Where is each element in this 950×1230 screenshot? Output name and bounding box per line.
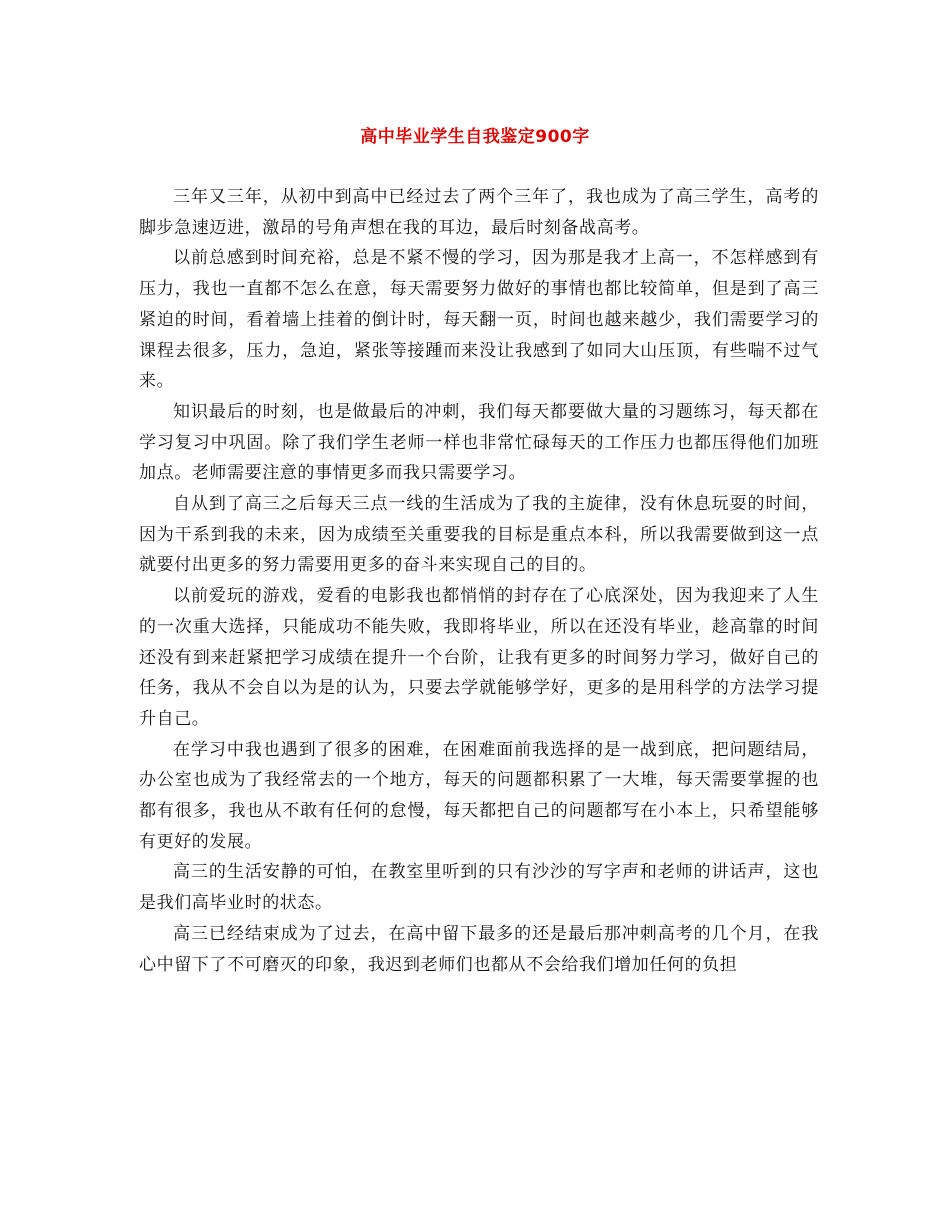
paragraph-6: 在学习中我也遇到了很多的困难，在困难面前我选择的是一战到底，把问题结局，办公室也成为了我经常去的一个地方，每天的问题都积累了一大堆，每天需要掌握的也都有很多，我也从不敢有任何的怠慢，每天都把自己的问题都写在小本上，只希望能够有更好的发展。 — [139, 739, 819, 852]
paragraph-7: 高三的生活安静的可怕，在教室里听到的只有沙沙的写字声和老师的讲话声，这也是我们高毕业时的状态。 — [139, 862, 819, 914]
paragraph-3: 知识最后的时刻，也是做最后的冲刺，我们每天都要做大量的习题练习，每天都在学习复习中巩固。除了我们学生老师一样也非常忙碌每天的工作压力也都压得他们加班加点。老师需要注意的事情更多而我只需要学习。 — [139, 401, 819, 484]
paragraph-4: 自从到了高三之后每天三点一线的生活成为了我的主旋律，没有休息玩耍的时间，因为干系到我的未来，因为成绩至关重要我的目标是重点本科，所以我需要做到这一点就要付出更多的努力需要用更多的奋斗来实现自己的目的。 — [139, 494, 819, 576]
paragraph-2: 以前总感到时间充裕，总是不紧不慢的学习，因为那是我才上高一，不怎样感到有压力，我也一直都不怎么在意，每天需要努力做好的事情也都比较简单，但是到了高三紧迫的时间，看着墙上挂着的倒计时，每天翻一页，时间也越来越少，我们需要学习的课程去很多，压力，急迫，紧张等接踵而来没让我感到了如同大山压顶，有些喘不过气来。 — [139, 248, 819, 392]
paragraph-5: 以前爱玩的游戏，爱看的电影我也都悄悄的封存在了心底深处，因为我迎来了人生的一次重大选择，只能成功不能失败，我即将毕业，所以在还没有毕业，趁高靠的时间还没有到来赶紧把学习成绩在提升一个台阶，让我有更多的时间努力学习，做好自己的任务，我从不会自以为是的认为，只要去学就能够学好，更多的是用科学的方法学习提升自己。 — [139, 586, 819, 729]
paragraph-1: 三年又三年，从初中到高中已经过去了两个三年了，我也成为了高三学生，高考的脚步急速迈进，激昂的号角声想在我的耳边，最后时刻备战高考。 — [139, 187, 819, 238]
document-title: 高中毕业学生自我鉴定900字 — [360, 127, 590, 147]
document-body — [139, 182, 819, 980]
paragraph-8: 高三已经结束成为了过去，在高中留下最多的还是最后那冲刺高考的几个月，在我心中留下了不可磨灭的印象，我迟到老师们也都从不会给我们增加任何的负担 — [139, 923, 819, 975]
